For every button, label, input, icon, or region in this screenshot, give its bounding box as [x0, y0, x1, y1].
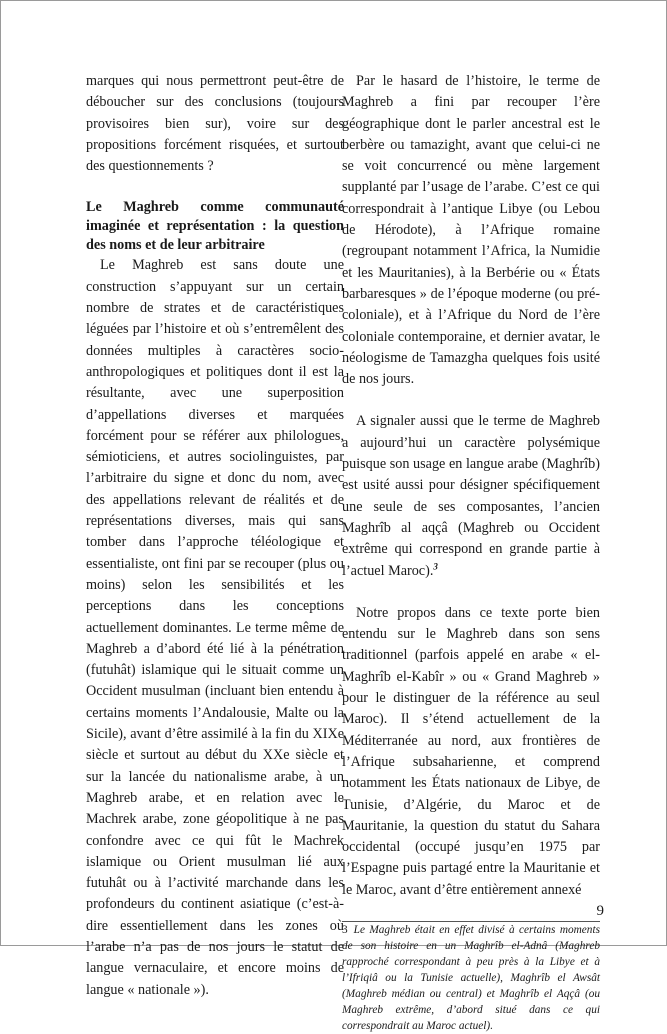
paragraph-polysemy-text: A signaler aussi que le terme de Maghreb a aujourd’hui un caractère polysémique puisque son usage en langue arabe (Maghrîb) est usité aussi pour désigner spécifiquement une seule de ses composantes, l’ancien Maghrîb al aqçâ (Maghreb ou Occident extrême qui correspond en grande partie à l’actuel Maroc). [342, 413, 600, 579]
left-column [86, 71, 344, 1001]
section-heading: Le Maghreb comme communauté imaginée et représentation : la question des noms et de leur arbitraire [86, 199, 344, 254]
paragraph-polysemy [342, 411, 600, 581]
right-column [342, 71, 600, 1034]
footnote-number: 3 [342, 923, 348, 936]
paragraph-gap [342, 582, 600, 603]
page-number: 9 [596, 903, 604, 919]
footnote [342, 922, 600, 1034]
paragraph-gap [342, 390, 600, 411]
paragraph-history: Par le hasard de l’histoire, le terme de Maghreb a fini par recouper l’ère géographique dont le parler ancestral est le berbère ou tamazight, avant que celui-ci ne se voit concurrencé ou mène largement supplanté par l’usage de l’arabe. C’est ce qui correspondrait à l’antique Libye (ou Lebou de Hérodote), à l’Afrique romaine (regroupant notamment l’Africa, la Numidie et les Mauritanies), à la Berbérie ou « États barbaresques » de l’époque moderne (ou pré-coloniale), et à l’Afrique du Nord de l’ère coloniale contemporaine, et dernier avatar, le néologisme de Tamazgha quelques fois usité de nos jours. [342, 73, 600, 388]
body-paragraph: Le Maghreb est sans doute une construction s’appuyant sur un certain nombre de strates et de caractéristiques léguées par l’histoire et où s’entremêlent des données multiples à caractères socio-anthropologiques et politiques dont il est la résultante, avec une superposition d’appellations diverses et marquées forcément pour se référer aux philologues, sémioticiens, et autres sociolinguistes, par l’arbitraire du signe et donc du nom, avec des appellations relevant de réalités et de représentations diverses, mais qui sans tomber dans l’approche téléologique et essentialiste, ont fini par se recouper (plus ou moins) selon les sensibilités et les perceptions dans les conceptions actuellement dominantes. Le terme même de Maghreb a d’abord été lié à la pénétration (futuhât) islamique qui le situait comme un Occident musulman (incluant bien entendu à certains moments l’Andalousie, Malte ou la Sicile), avant d’être assimilé à la fin du XIXe siècle et surtout au début du XXe siècle et sur la lancée du nationalisme arabe, à un Maghreb arabe, et en relation avec le Machrek arabe, zone géopolitique à ne pas confondre avec ce qui fût le Machrek islamique ou Orient musulman lié aux futuhât ou à l’activité marchande dans les profondeurs du continent asiatique (c’est-à-dire essentiellement dans les zones où l’arabe n’a pas de nos jours le statut de langue vernaculaire, et encore moins de langue « nationale »). [86, 257, 344, 998]
footnote-reference: 3 [433, 560, 438, 571]
footnote-text: Le Maghreb était en effet divisé à certains moments de son histoire en un Maghrîb el-Adnâ (Maghreb rapproché correspondant à peu près à la Libye et à l’Ifriqiâ ou la Tunisie actuelle), Maghrîb el Awsât (Maghreb médian ou central) et Maghrîb el Aqçâ (ou Maghreb extrême, d’abord situé dans ce qui correspondrait au Maroc actuel). [342, 923, 600, 1032]
paragraph-gap [86, 177, 344, 198]
paragraph-scope: Notre propos dans ce texte porte bien entendu sur le Maghreb dans son sens traditionnel (parfois appelé en arabe « el-Maghrîb el-Kabîr » ou « Grand Maghreb » pour le distinguer de la référence au seul Maroc). Il s’étend actuellement de la Méditerranée au nord, aux frontières de l’Afrique subsaharienne, et comprend notamment les États nationaux de Libye, de Tunisie, d’Algérie, du Maroc et de Mauritanie, la question du statut du Sahara occidental (occupé jusqu’en 1975 par l’Espagne puis partagé entre la Mauritanie et le Maroc, avant d’être entièrement annexé [342, 604, 600, 898]
continued-paragraph: marques qui nous permettront peut-être de déboucher sur des conclusions (toujours provisoires bien sur), voire sur des propositions forcément risquées, et surtout des questionnements ? [86, 73, 344, 175]
